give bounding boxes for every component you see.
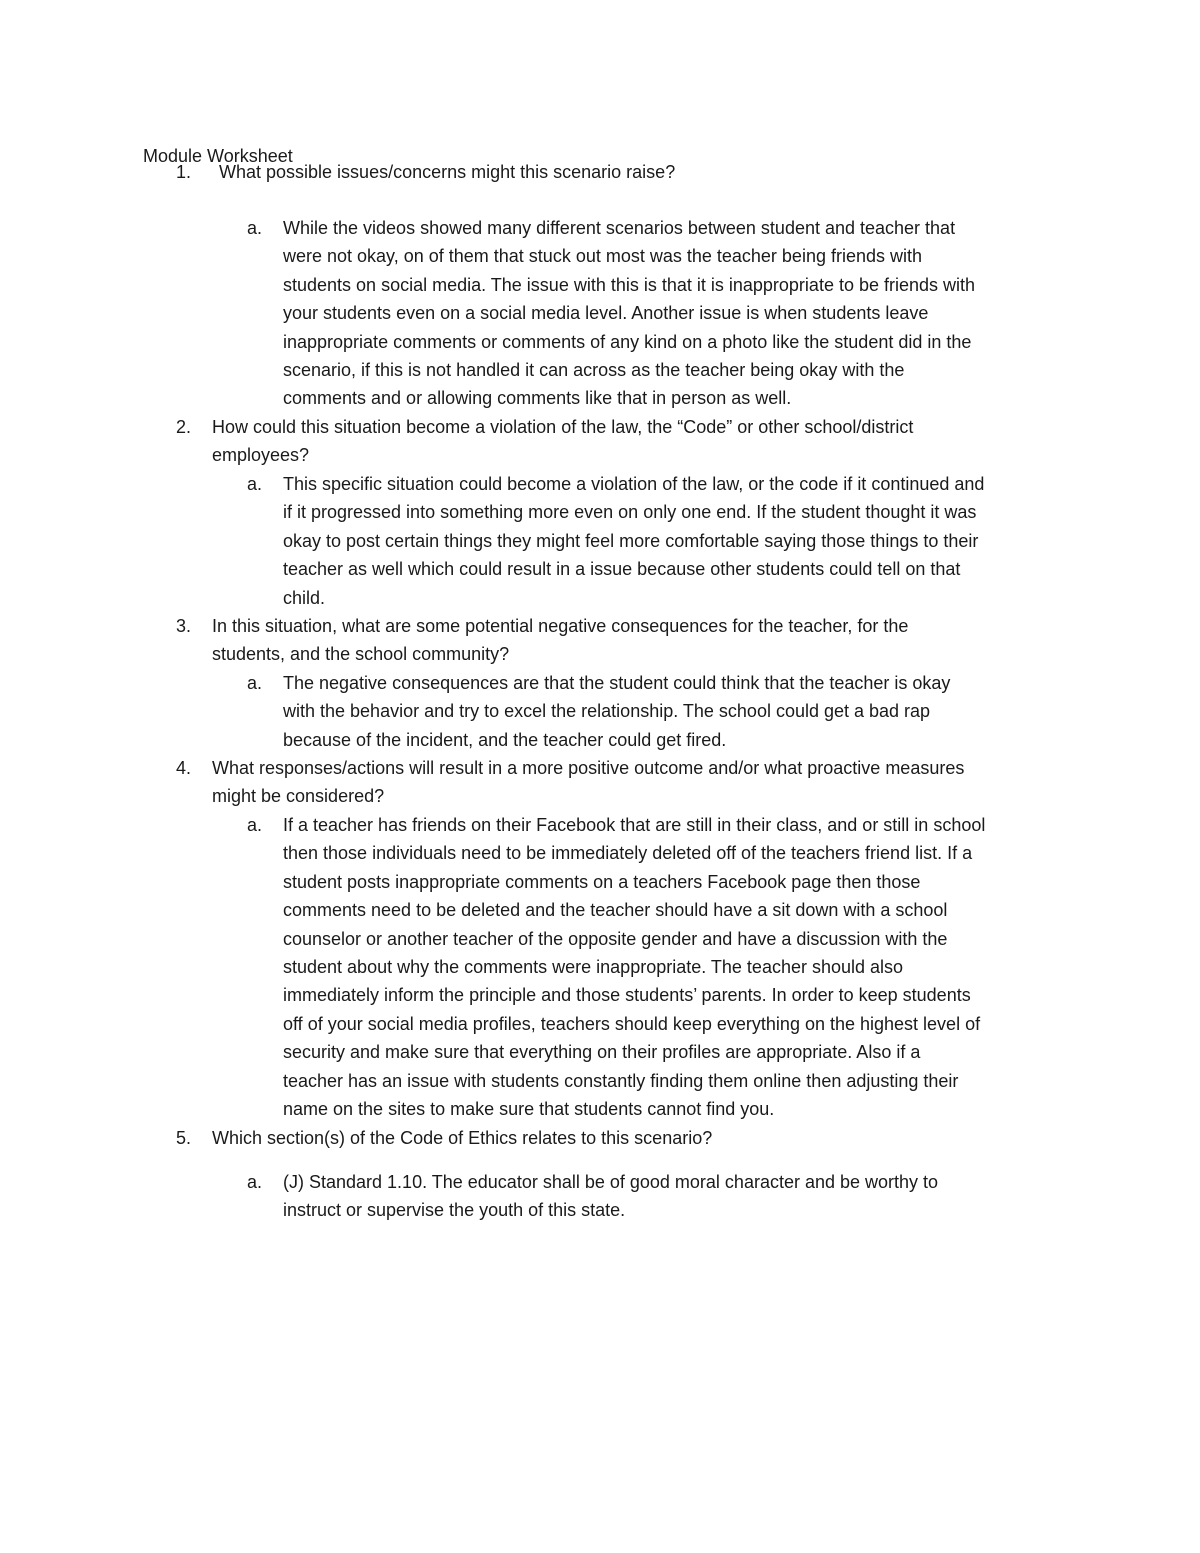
answer-line: if it progressed into something more even on only one end. If the student thought it was — [283, 502, 977, 523]
answer-text — [283, 214, 1078, 413]
answer-line: students on social media. The issue with this is that it is inappropriate to be friends with — [283, 274, 976, 295]
question-text — [212, 612, 1042, 669]
answer-letter: a. — [247, 815, 263, 835]
question-line: What possible issues/concerns might this scenario raise? — [219, 162, 676, 182]
question-number: 4. — [176, 758, 192, 778]
answer-line: comments need to be deleted and the teacher should have a sit down with a school — [283, 900, 948, 921]
question-text — [212, 1124, 1042, 1152]
answer-line: inappropriate comments or comments of any kind on a photo like the student did in the — [283, 331, 972, 352]
answer-line: security and make sure that everything on their profiles are appropriate. Also if a — [283, 1042, 921, 1063]
answer-line: comments and or allowing comments like that in person as well. — [283, 388, 792, 409]
answer-letter: a. — [247, 218, 263, 238]
answer-text — [283, 1168, 1078, 1225]
question-number: 2. — [176, 417, 192, 437]
answer-line: If a teacher has friends on their Facebook that are still in their class, and or still in school — [283, 815, 986, 835]
answer-line: okay to post certain things they might feel more comfortable saying those things to their — [283, 530, 979, 551]
answer-line: name on the sites to make sure that students cannot find you. — [283, 1099, 775, 1120]
answer-line: teacher as well which could result in a issue because other students could tell on that — [283, 559, 961, 580]
answer-line: instruct or supervise the youth of this state. — [283, 1200, 626, 1221]
question-line: Which section(s) of the Code of Ethics relates to this scenario? — [212, 1128, 713, 1148]
answer-line: your students even on a social media level. Another issue is when students leave — [283, 303, 929, 324]
answer-line: teacher has an issue with students constantly finding them online then adjusting their — [283, 1070, 959, 1091]
question-line: might be considered? — [212, 786, 385, 807]
answer-line: child. — [283, 587, 326, 608]
answer-line: scenario, if this is not handled it can across as the teacher being okay with the — [283, 360, 905, 381]
answer-line: (J) Standard 1.10. The educator shall be of good moral character and be worthy to — [283, 1172, 939, 1192]
answer-line: This specific situation could become a violation of the law, or the code if it continued and — [283, 474, 985, 494]
answer-line: immediately inform the principle and those students’ parents. In order to keep students — [283, 985, 971, 1006]
answer-line: because of the incident, and the teacher could get fired. — [283, 729, 727, 750]
answer-line: were not okay, on of them that stuck out most was the teacher being friends with — [283, 246, 922, 267]
question-number: 5. — [176, 1128, 192, 1148]
answer-line: with the behavior and try to excel the relationship. The school could get a bad rap — [283, 701, 931, 722]
answer-line: The negative consequences are that the student could think that the teacher is okay — [283, 673, 951, 693]
question-line: employees? — [212, 445, 310, 466]
answer-text — [283, 470, 1078, 612]
document-title: Module Worksheet — [143, 146, 293, 166]
answer-line: While the videos showed many different scenarios between student and teacher that — [283, 218, 956, 238]
answer-line: off of your social media profiles, teachers should keep everything on the highest level of — [283, 1013, 981, 1034]
question-number: 3. — [176, 616, 192, 636]
question-line: How could this situation become a violation of the law, the “Code” or other school/district — [212, 417, 914, 437]
question-number: 1. — [176, 162, 192, 182]
answer-text — [283, 669, 1078, 754]
answer-line: counselor or another teacher of the opposite gender and have a discussion with the — [283, 928, 948, 949]
answer-letter: a. — [247, 673, 263, 693]
question-text — [212, 754, 1042, 811]
answer-line: then those individuals need to be immediately deleted off of the teachers friend list. If a — [283, 843, 973, 864]
question-line: What responses/actions will result in a more positive outcome and/or what proactive measures — [212, 758, 965, 778]
answer-letter: a. — [247, 474, 263, 494]
question-text — [212, 413, 1042, 470]
answer-line: student posts inappropriate comments on a teachers Facebook page then those — [283, 871, 921, 892]
question-line: In this situation, what are some potential negative consequences for the teacher, for the — [212, 616, 909, 636]
question-line: students, and the school community? — [212, 644, 510, 665]
answer-line: student about why the comments were inappropriate. The teacher should also — [283, 957, 904, 978]
question-text — [212, 158, 1042, 186]
answer-letter: a. — [247, 1172, 263, 1192]
answer-text — [283, 811, 1078, 1123]
